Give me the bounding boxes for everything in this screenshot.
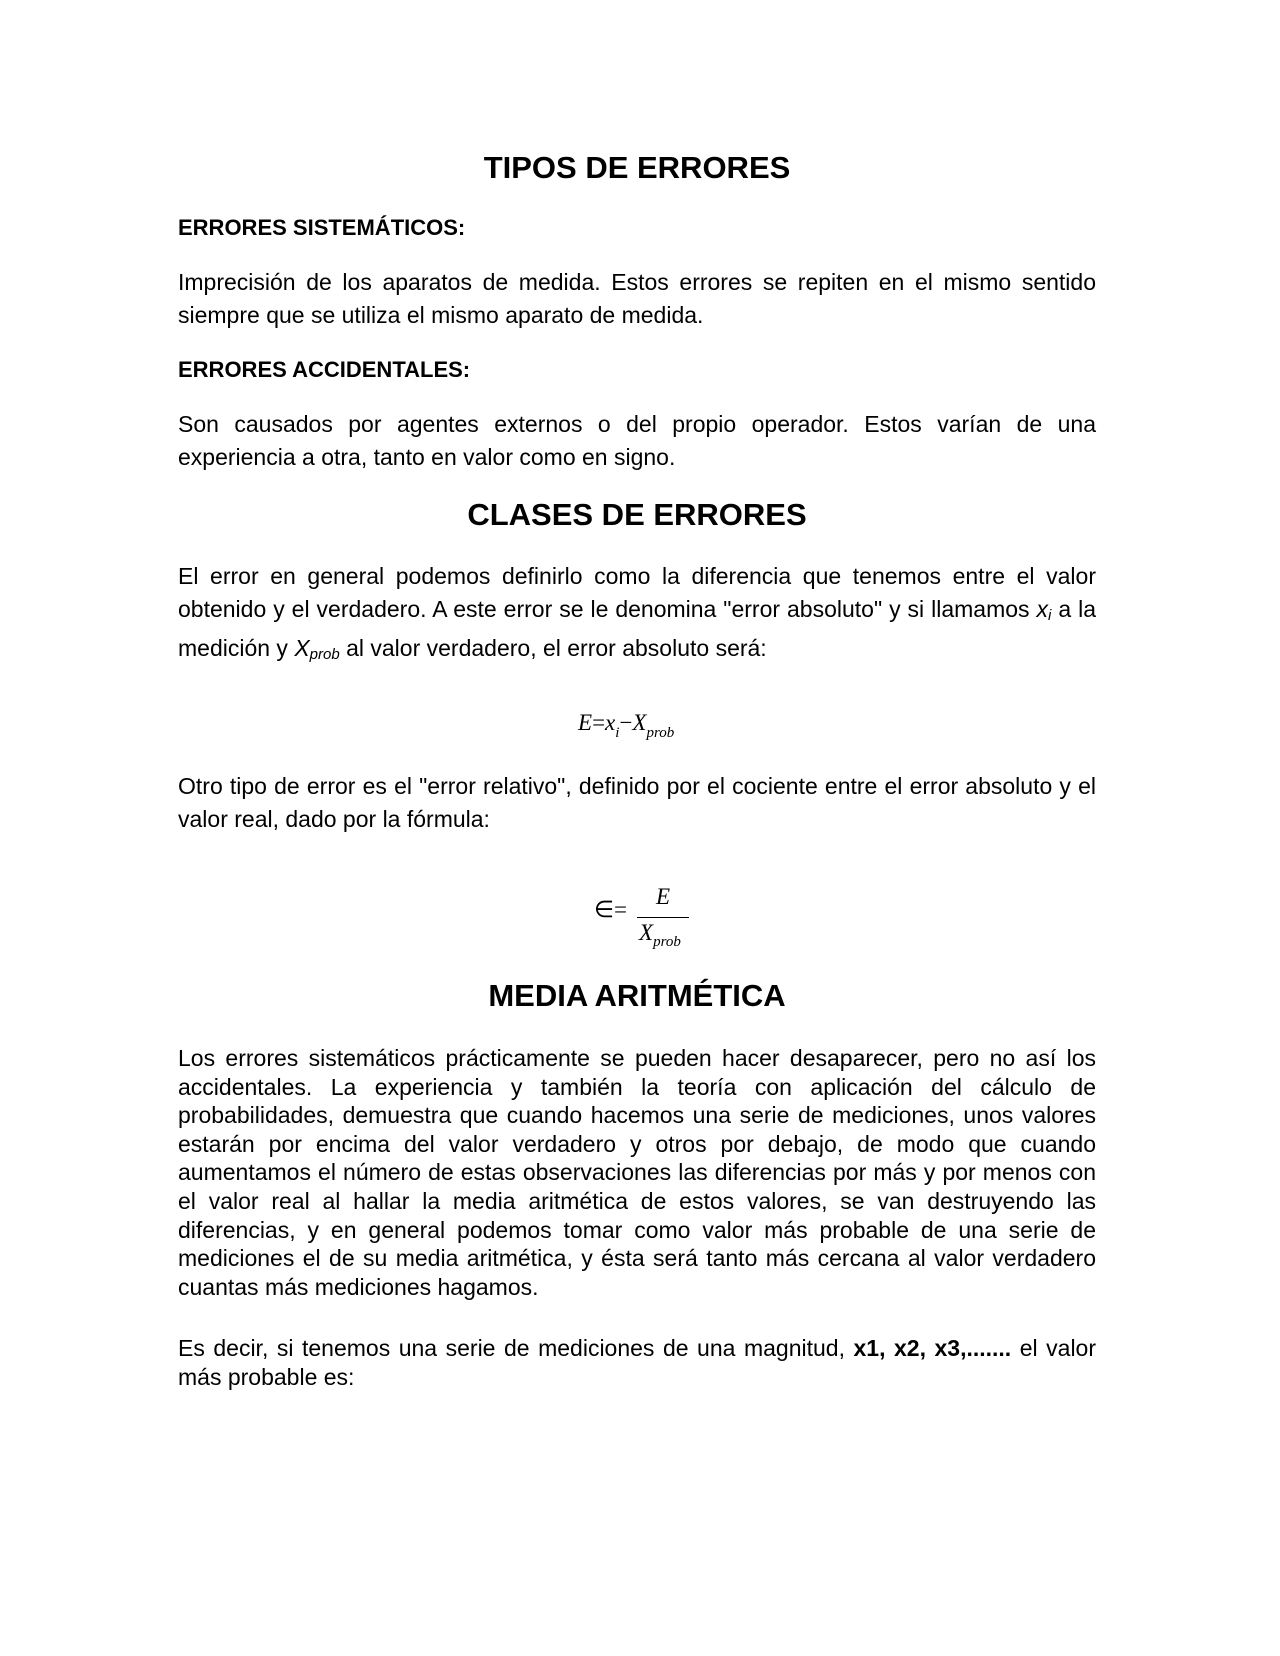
formula-relativo-lhs: ∈= [594,897,628,922]
var-xi: $x_i$ [1036,596,1052,624]
paragraph-serie-mediciones: Es decir, si tenemos una serie de mediciones de una magnitud, x1, x2, x3,....... el valor más probable es: [178,1335,1097,1390]
formula-error-absoluto: $E=x_i-X_{prob}$ [578,710,675,741]
paragraph-accidentales: Son causados por agentes externos o del propio operador. Estos varían de una experiencia a otra, tanto en valor como en signo. [178,411,1096,470]
heading-clases-de-errores: CLASES DE ERRORES [467,497,807,532]
var-xprob: $X_{prob}$ [294,635,340,663]
heading-tipos-de-errores: TIPOS DE ERRORES [483,150,791,185]
series-values: x1, x2, x3,....... [853,1335,1012,1361]
error-absoluto-mid: a la medición y [178,596,1096,661]
heading-media-aritmetica: MEDIA ARITMÉTICA [488,978,786,1013]
subheading-errores-accidentales: ERRORES ACCIDENTALES: [178,357,471,382]
formula-relativo-fraction [637,884,691,954]
paragraph-error-relativo: Otro tipo de error es el "error relativo", definido por el cociente entre el error absoluto y el valor real, dado por la fórmula: [178,773,1096,832]
paragraph-error-absoluto [178,560,1096,671]
error-absoluto-intro: El error en general podemos definirlo como la diferencia que tenemos entre el valor obtenido y el verdadero. A este error se le denomina "error absoluto" y si llamamos [178,563,1096,622]
paragraph-sistematicos: Imprecisión de los aparatos de medida. Estos errores se repiten en el mismo sentido siempre que se utiliza el mismo aparato de medida. [178,269,1096,328]
subheading-errores-sistematicos: ERRORES SISTEMÁTICOS: [178,215,466,240]
fraction-numerator: E [655,884,671,909]
fraction-bar [637,917,689,918]
fraction-denominator: $X_{prob}$ [639,920,681,950]
error-absoluto-end: al valor verdadero, el error absoluto será: [346,635,767,661]
paragraph-media-aritmetica: Los errores sistemáticos prácticamente se pueden hacer desaparecer, pero no así los accidentales. La experiencia y también la teoría con aplicación del cálculo de probabilidades, demuestra que cuando hacemos una serie de mediciones, unos valores estarán por encima del valor verdadero y otros por debajo, de modo que cuando aumentamos el número de estas observaciones las diferencias por más y por menos con el valor real al hallar la media aritmética de estos valores, se van destruyendo las diferencias, y en general podemos tomar como valor más probable de una serie de mediciones el de su media aritmética, y ésta será tanto más cercana al valor verdadero cuantas más mediciones hagamos. [178,1045,1096,1300]
